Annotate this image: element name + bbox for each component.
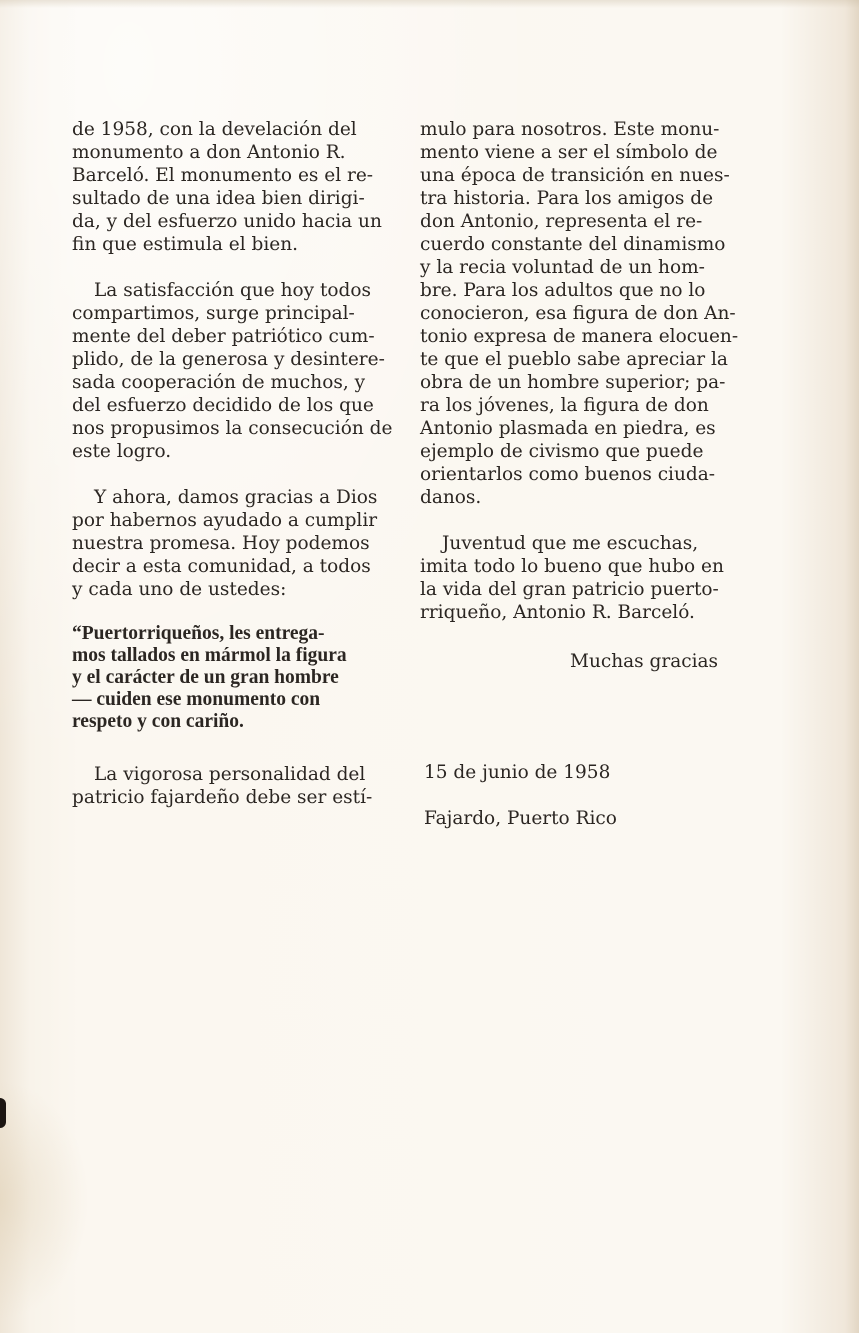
paragraph-satisfaction: La satisfacción que hoy todos compartimos, surge principal- mente del deber patriótico cum- plido, de la generosa y desintere- sada cooperación de muchos, y del esfuerzo decidido de los que nos propusimos la consecución de este logro. [72, 280, 393, 462]
left-column [72, 118, 398, 809]
paragraph-bold-quote: “Puertorriqueños, les entrega- mos tallados en mármol la figura y el carácter de un gran hombre — cuiden ese monumento con respeto y con cariño. [72, 623, 347, 732]
dateline [424, 738, 617, 853]
page-top-edge [0, 0, 859, 8]
paragraph-monument-intro: de 1958, con la develación del monumento a don Antonio R. Barceló. El monumento es el re- sultado de una idea bien dirigi- da, y del esfuerzo unido hacia un fin que estimula el bien. [72, 119, 382, 255]
closing-line: Muchas gracias [570, 651, 719, 672]
place-text: Fajardo, Puerto Rico [424, 808, 617, 829]
paragraph-thanks: Y ahora, damos gracias a Dios por habernos ayudado a cumplir nuestra promesa. Hoy podemos decir a esta comunidad, a todos y cada uno de ustedes: [72, 487, 378, 600]
paragraph-youth: Juventud que me escuchas, imita todo lo bueno que hubo en la vida del gran patricio puerto- rriqueño, Antonio R. Barceló. [420, 533, 724, 623]
right-column [420, 118, 750, 624]
date-text: 15 de junio de 1958 [424, 762, 611, 783]
paragraph-symbol: mulo para nosotros. Este monu- mento viene a ser el símbolo de una época de transición en nues- tra historia. Para los amigos de don Antonio, representa el re- cuerdo constante del dinamismo y la recia voluntad de un hom- bre. Para los adultos que no lo conocieron, esa figura de don An- tonio expresa de manera elocuen- te que el pueblo sabe apreciar la obra de un hombre superior; pa- ra los jóvenes, la figura de don Antonio plasmada en piedra, es ejemplo de civismo que puede orientarlos como buenos ciuda- danos. [420, 119, 739, 508]
paper-stain [0, 1080, 90, 1320]
paragraph-personality: La vigorosa personalidad del patricio fajardeño debe ser estí- [72, 764, 373, 808]
page-edge-mark [0, 1098, 6, 1128]
